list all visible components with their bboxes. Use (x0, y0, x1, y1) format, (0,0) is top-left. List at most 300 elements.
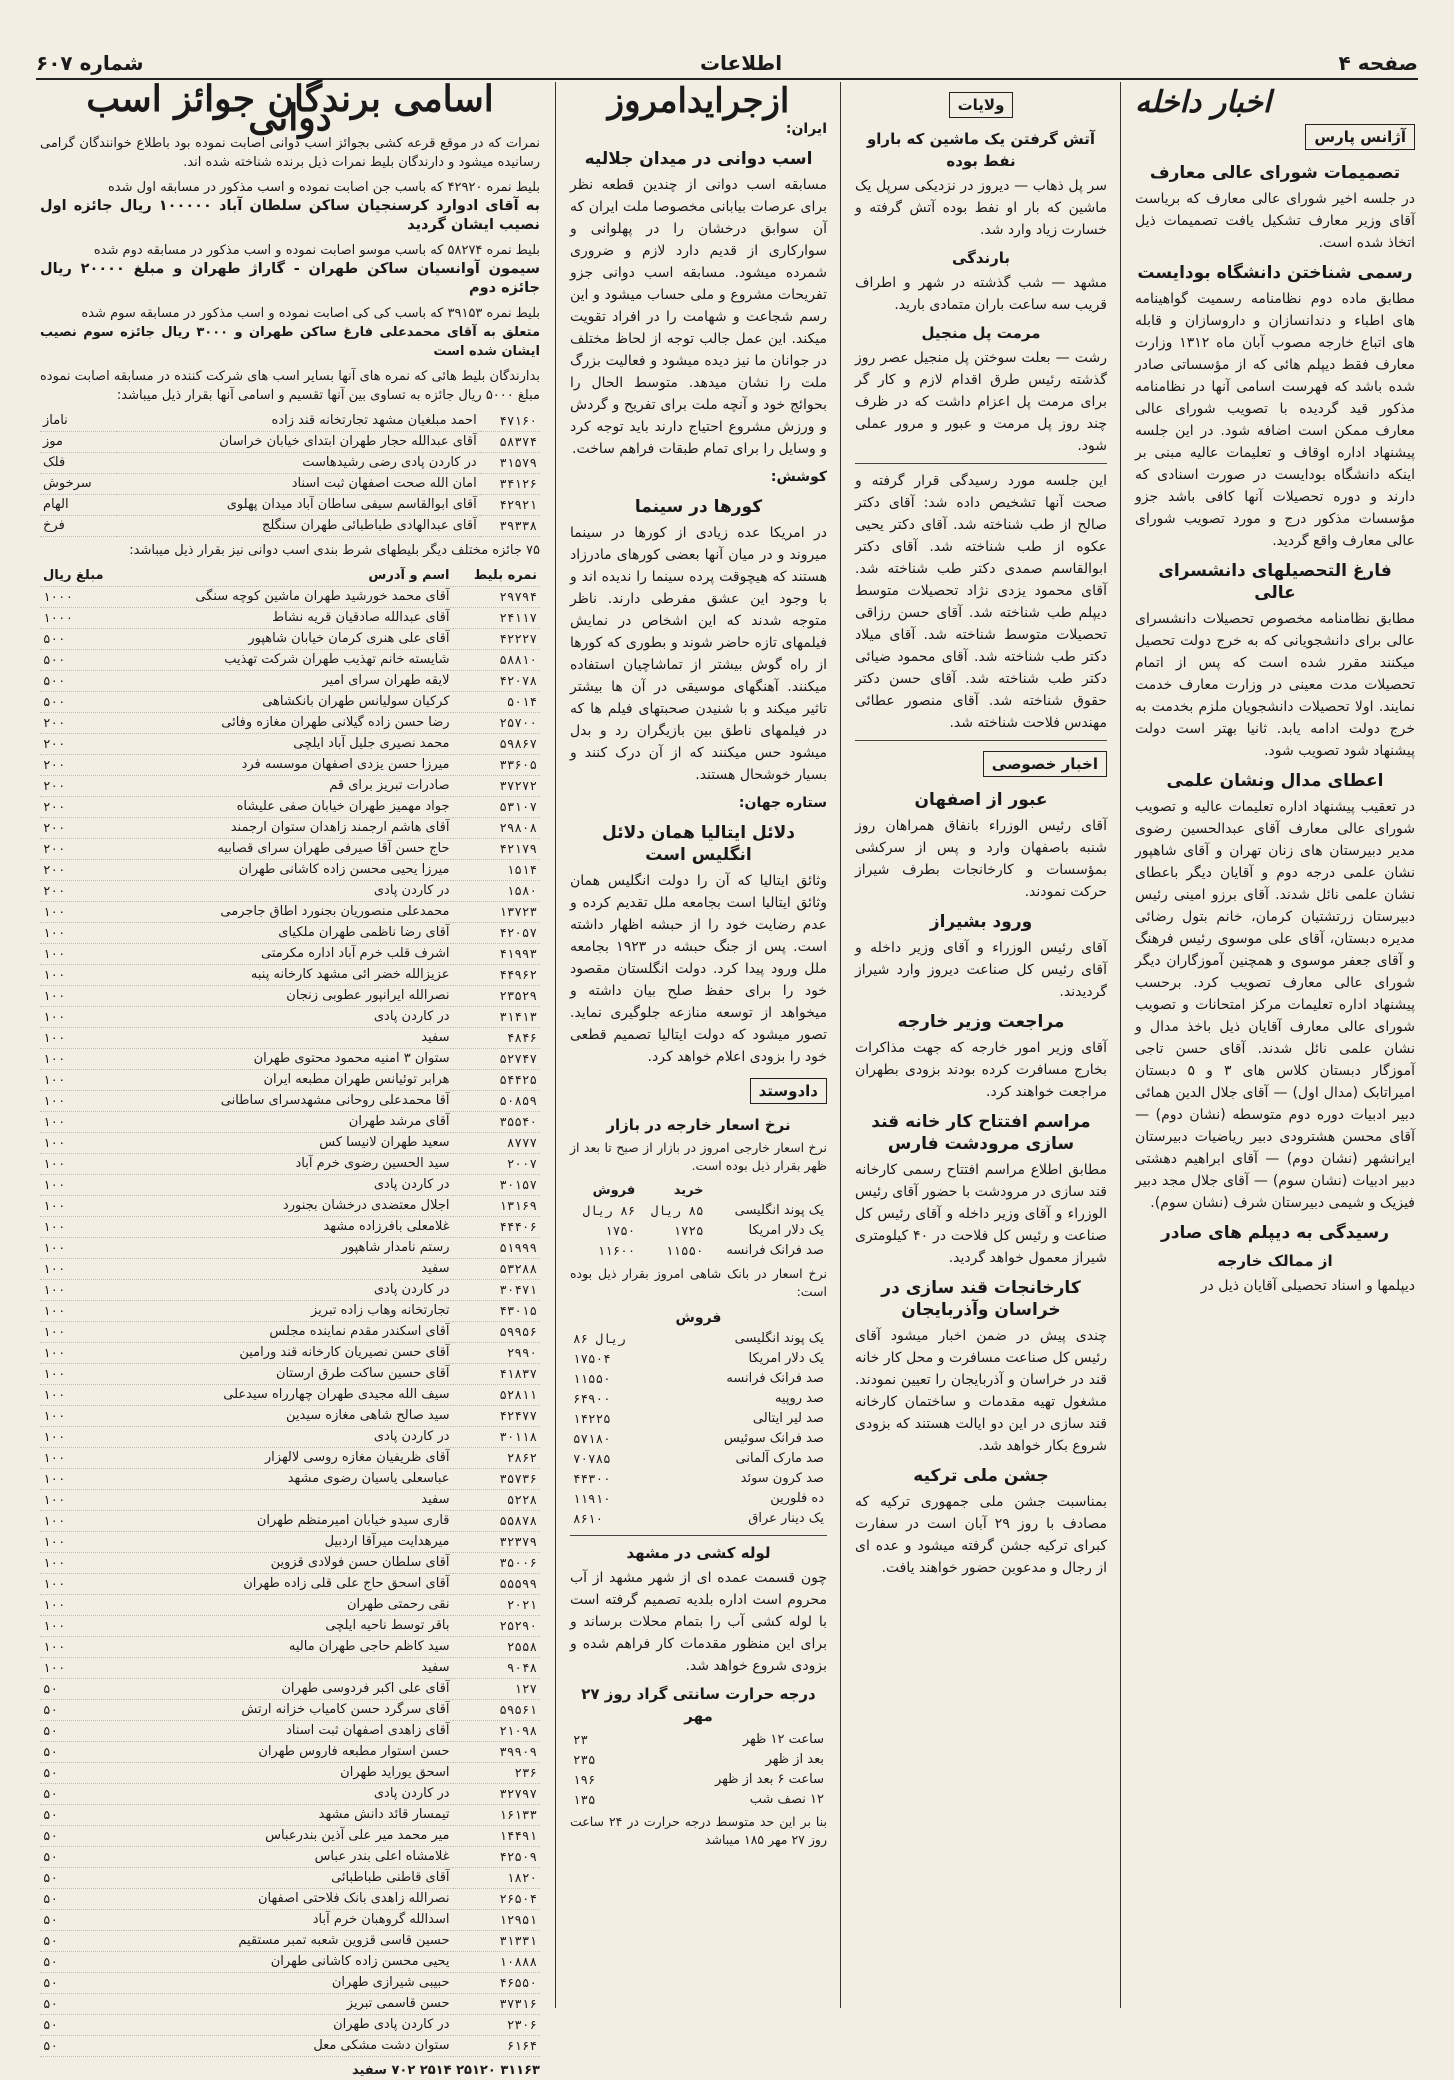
column-lottery (30, 78, 550, 2078)
sell-header: فروش (592, 1183, 636, 1198)
ticket-number: ۴۲۰۵۷ (453, 923, 540, 944)
article-title: بارندگی (951, 249, 1011, 267)
table-row (40, 1679, 540, 1700)
sell-rate: ۱۱۹۱۰ (573, 1491, 611, 1506)
winner-name: سعید طهران لانیسا کس (124, 1133, 452, 1154)
table-row (40, 1175, 540, 1196)
ticket-number: ۵۱۹۹۹ (453, 1238, 540, 1259)
article-title: لوله کشی در مشهد (626, 1544, 771, 1562)
ticket-number: ۲۱۰۹۸ (453, 1721, 540, 1742)
prize-amount: ۱۰۰ (40, 1028, 124, 1049)
table-row (40, 1091, 540, 1112)
prize-amount: ۱۰۰ (40, 923, 124, 944)
prize-amount: ۱۰۰ (40, 1049, 124, 1070)
prize-amount: ۲۰۰ (40, 755, 124, 776)
temperature-value: ۱۹۶ (573, 1772, 596, 1787)
table-row (40, 1070, 540, 1091)
prize-amount: ۱۰۰ (40, 1385, 124, 1406)
prize-amount: ۵۰۰ (40, 650, 124, 671)
source-label: ستاره جهان: (738, 795, 827, 811)
ticket-number: ۱۵۸۰ (453, 881, 540, 902)
winner-name: ستوان دشت مشکی معل (124, 2036, 452, 2057)
fx-table-market (570, 1181, 827, 1261)
article-body: مشهد — شب گذشته در شهر و اطراف قریب سه ساعت باران متمادی بارید. (855, 275, 1107, 313)
winner-name: ستوان ۳ امنیه محمود محتوی طهران (124, 1049, 452, 1070)
fx-row (570, 1221, 827, 1241)
last-article-subtitle: از ممالک خارجه (1217, 1252, 1333, 1270)
table-row (40, 650, 540, 671)
ticket-number: ۳۹۳۳۸ (480, 516, 540, 537)
sell-rate: ۱۷۵۰۴ (573, 1351, 611, 1366)
prize-amount: ۵۰۰ (40, 629, 124, 650)
column-press-review (560, 82, 837, 2008)
winner-name: سیف الله مجیدی طهران چهارراه سیدعلی (124, 1385, 452, 1406)
prize-amount: ۵۰ (40, 1868, 124, 1889)
table-row (570, 1349, 827, 1369)
ticket-number: ۳۰۴۷۱ (453, 1280, 540, 1301)
sell-rate: ۴۴۳۰۰ (573, 1471, 611, 1486)
prize-amount: ۱۰۰ (40, 1364, 124, 1385)
sell-rate: ۵۷۱۸۰ (573, 1431, 611, 1446)
prize-amount: ۵۰۰ (40, 671, 124, 692)
winner-name: در کاردن پادی (124, 1784, 452, 1805)
table-row (40, 2015, 540, 2036)
ticket-number: ۴۲۴۷۷ (453, 1406, 540, 1427)
table-row (40, 1805, 540, 1826)
winner-name: آقای حسن نصیریان کارخانه قند ورامین (124, 1343, 452, 1364)
amount-header: مبلغ ریال (40, 566, 124, 587)
ticket-number: ۴۶۵۵۰ (453, 1973, 540, 1994)
table-row (570, 1389, 827, 1409)
article-body: آقای رئیس الوزراء و آقای وزیر داخله و آقای رئیس کل صناعت دیروز وارد شیراز گردیدند. (855, 940, 1107, 1000)
currency-name: صد روپیه (774, 1391, 824, 1406)
table-row (40, 1574, 540, 1595)
prize-amount: ۱۰۰ (40, 944, 124, 965)
winner-name: شایسته خانم تهذیب طهران شرکت تهذیب (124, 650, 452, 671)
table-row (40, 1910, 540, 1931)
winner-name: در کاردن پادی (124, 1280, 452, 1301)
time-label: ساعت ۶ بعد از ظهر (714, 1772, 824, 1787)
winner-name: در کاردن پادی (124, 1427, 452, 1448)
fx-title: نرخ اسعار خارجه در بازار (606, 1116, 791, 1134)
table-row (40, 1385, 540, 1406)
winner-name: سید صالح شاهی مغازه سیدین (124, 1406, 452, 1427)
source-label: ایران: (785, 121, 827, 137)
articles-col1 (1135, 162, 1415, 1214)
winner-name: آقای سرگرد حسن کامیاب خزانه ارتش (124, 1700, 452, 1721)
prize-amount: ۱۰۰ (40, 1427, 124, 1448)
article-body: در تعقیب پیشنهاد اداره تعلیمات عالیه و تصویب شورای عالی معارف آقای عبدالحسین رضوی مدیر دبیرستان های زنان تهران و آقای شاهپور نشان علمی درجه دوم و آقایان دیگر باعطای نشان علمی نائل شدند. آقای برزو امینی رئیس دبیرستان زرتشتیان کرمان، خانم بتول رضائی مدیره دبستان، آقای علی موسوی رئیس فرهنگ و آقای جعفر موسوی و همچنین آموزگاران دیگر شورای عالی معارف تصویب کرد. برحسب پیشنهاد اداره تعلیمات مرکز امتحانات و تصویب شورای عالی معارف آقایان ذیل باخذ مدال و نشان علمی نائل شدند. آقای حسن تاجی آموزگار دبستان کلاس های ۳ و ۵ دبستان امیراتابک (مدال اول) — آقای جلال الدین همائی دبیر ادبیات دوره دوم متوسطه (نشان دوم) — آقای محسن هشترودی دبیر ریاضیات دبیرستان ایرانشهر (نشان دوم) — آقای ابراهیم دهشتی دبیر ادبیات (نشان سوم) — آقای جلال مجد دبیر فیزیک و شیمی دبیرستان شرف (نشان سوم). (1135, 799, 1416, 1211)
horse-name: فرخ (40, 516, 116, 537)
table-row (570, 1409, 827, 1429)
column-provinces (845, 82, 1117, 2008)
prize-amount: ۲۰۰ (40, 860, 124, 881)
ticket-number: ۵۰۸۵۹ (453, 1091, 540, 1112)
ticket-number: ۲۸۶۲ (453, 1448, 540, 1469)
prize-amount: ۲۰۰ (40, 881, 124, 902)
prize-amount: ۱۰۰ (40, 1322, 124, 1343)
sell-rate: ۸۶۱۰ (573, 1511, 604, 1526)
prize-amount: ۵۰ (40, 1742, 124, 1763)
table-row (40, 818, 540, 839)
ticket-number: ۱۴۴۹۱ (453, 1826, 540, 1847)
table-row (40, 1952, 540, 1973)
ticket-number: ۵۴۴۲۵ (453, 1070, 540, 1091)
press-review-title: ازجرایدامروز (607, 81, 790, 121)
winner-name: در کاردن پادی (124, 1007, 452, 1028)
article-title: ورود بشیراز (929, 912, 1033, 932)
table-row (40, 944, 540, 965)
time-label: ۱۲ نصف شب (749, 1792, 824, 1807)
winner-name: آقای قاطنی طباطبائی (124, 1868, 452, 1889)
ticket-number: ۲۴۱۱۷ (453, 608, 540, 629)
ticket-number: ۲۶۵۰۴ (453, 1889, 540, 1910)
ticket-number: ۳۵۰۰۶ (453, 1553, 540, 1574)
winner-name: سید کاظم حاجی طهران مالیه (124, 1637, 452, 1658)
table-row (40, 2036, 540, 2057)
table-row (570, 1509, 827, 1529)
ticket-number: ۲۵۲۹۰ (453, 1616, 540, 1637)
winner-name: میرزا حسن یزدی اصفهان موسسه فرد (124, 755, 452, 776)
prize-amount: ۵۰ (40, 1847, 124, 1868)
ticket-number: ۴۲۹۲۱ (480, 495, 540, 516)
horse-name: الهام (40, 495, 116, 516)
table-row (40, 1532, 540, 1553)
table-row (40, 923, 540, 944)
prize-amount: ۱۰۰ (40, 1175, 124, 1196)
ticket-number: ۸۷۷۷ (453, 1133, 540, 1154)
ticket-number: ۴۲۰۷۸ (453, 671, 540, 692)
buy-header: خرید (673, 1183, 704, 1198)
currency-name: یک دلار امریکا (748, 1223, 824, 1238)
table-row (40, 1133, 540, 1154)
sell-rate: ۱۷۵۰ (605, 1223, 636, 1238)
fx-row (570, 1241, 827, 1261)
prize-amount: ۵۰۰ (40, 692, 124, 713)
prize-amount: ۵۰ (40, 1721, 124, 1742)
sell-rate: ۷۰۷۸۵ (573, 1451, 611, 1466)
prize-amount: ۱۰۰ (40, 1532, 124, 1553)
prize-amount: ۵۰ (40, 1973, 124, 1994)
winner-name: اسدالله گروهبان خرم آباد (124, 1910, 452, 1931)
table-row (40, 1406, 540, 1427)
fx-intro: نرخ اسعار خارجی امروز در بازار از صبح تا بعد از ظهر بقرار ذیل بوده است. (570, 1140, 827, 1173)
ticket-number: ۳۰۱۱۸ (453, 1427, 540, 1448)
table-row (40, 1196, 540, 1217)
ticket-number: ۴۲۵۰۹ (453, 1847, 540, 1868)
article-title: مرمت پل منجیل (921, 324, 1041, 342)
prize-amount: ۱۰۰ (40, 1469, 124, 1490)
first-prize: به آقای ادوارد کرسنجیان ساکن سلطان آباد ۱۰۰۰۰۰ ریال جائزه اول نصیب ایشان گردید (40, 198, 540, 233)
table-row (40, 516, 540, 537)
ticket-number: ۲۰۰۷ (453, 1154, 540, 1175)
table-row (40, 1028, 540, 1049)
winner-name: تجارتخانه وهاب زاده تبریز (124, 1301, 452, 1322)
ticket-number: ۱۵۱۴ (453, 860, 540, 881)
ticket-number: ۵۵۸۷۸ (453, 1511, 540, 1532)
fx-row (570, 1201, 827, 1221)
table-row (40, 1742, 540, 1763)
winner-name: در کاردن پادی طهران (124, 2015, 452, 2036)
winner-name: باقر توسط ناحیه ایلچی (124, 1616, 452, 1637)
ticket-number: ۱۲۹۵۱ (453, 1910, 540, 1931)
winner-name: آقای عبدالهادی طباطبائی طهران سنگلج (116, 516, 480, 537)
table-row (570, 1429, 827, 1449)
article-title: کارخانجات قند سازی در خراسان وآذربایجان (881, 1278, 1081, 1320)
ticket-number: ۳۲۳۷۹ (453, 1532, 540, 1553)
prize-amount: ۲۰۰ (40, 734, 124, 755)
table-row (40, 1511, 540, 1532)
table-row (40, 1343, 540, 1364)
lottery-footer: ۳۱۱۶۳ ۲۵۱۲۰ ۲۵۱۴ ۷۰۲ سفید (351, 2063, 540, 2078)
prize-amount: ۱۰۰ (40, 1070, 124, 1091)
lottery-title: اسامی برندگان جوائز اسب دوانی (86, 78, 494, 139)
prize-amount: ۱۰۰ (40, 1238, 124, 1259)
winner-name: اجلال معتضدی درخشان بجنورد (124, 1196, 452, 1217)
currency-name: صد فرانک فرانسه (726, 1371, 824, 1386)
lottery-line: بلیط نمره ۳۹۱۵۳ که باسب کی کی اصابت نموده و اسب مذکور در مسابقه سوم شده (81, 306, 540, 321)
sell-rate: ۱۱۵۵۰ (573, 1371, 611, 1386)
winner-name: آقای سلطان حسن فولادی قزوین (124, 1553, 452, 1574)
table-row (40, 1448, 540, 1469)
ticket-number: ۵۹۵۶۱ (453, 1700, 540, 1721)
ticket-number: ۵۸۸۱۰ (453, 650, 540, 671)
last-article-title: رسیدگی به دیپلم های صادر (1160, 1223, 1390, 1243)
sell-rate: ۶۴۹۰۰ (573, 1391, 611, 1406)
table-row (570, 1469, 827, 1489)
prize-amount: ۱۰۰ (40, 1553, 124, 1574)
prize-amount: ۱۰۰ (40, 1112, 124, 1133)
table-row (40, 1238, 540, 1259)
table-row (40, 495, 540, 516)
prize-amount: ۱۰۰۰ (40, 587, 124, 608)
article-body: این جلسه مورد رسیدگی قرار گرفته و صحت آنها تشخیص داده شد: آقای دکتر صالح از طب شناخته شد. آقای دکتر یحیی عکوه از طب شناخته شد. آقای دکتر ابوالقاسم صمدی دکتر طب شناخته شد. آقای محمود یزدی نژاد تحصیلات متوسط دیپلم طب شناخته شد. آقای حسن رزاقی تحصیلات متوسط شناخته شد. آقای میلاد دکتر طب شناخته شد. آقای محمود ضیائی دکتر طب شناخته شد. آقای حسن دکتر حقوق شناخته شد. آقای منصور عطائی مهندس فلاحت شناخته شد. (855, 473, 1107, 731)
table-row (40, 1364, 540, 1385)
prize-amount: ۱۰۰ (40, 1595, 124, 1616)
table-row (40, 1973, 540, 1994)
ticket-number: ۱۳۷۲۳ (453, 902, 540, 923)
fx-table-bank (570, 1329, 827, 1529)
lottery-line: بلیط نمره ۵۸۲۷۴ که باسب موسو اصابت نموده و اسب مذکور در مسابقه دوم شده (93, 243, 540, 258)
prize-amount: ۱۰۰ (40, 1658, 124, 1679)
currency-name: یک دلار امریکا (748, 1351, 824, 1366)
winner-name: آقای علی هنری کرمان خیابان شاهپور (124, 629, 452, 650)
column-divider (840, 82, 841, 2008)
ticket-number: ۵۳۲۸۸ (453, 1259, 540, 1280)
article-title: اعطای مدال ونشان علمی (1166, 771, 1384, 791)
ticket-number: ۳۵۷۳۶ (453, 1469, 540, 1490)
ticket-number: ۴۱۸۳۷ (453, 1364, 540, 1385)
table-row (40, 1700, 540, 1721)
winner-name: غلامعلی بافرزاده مشهد (124, 1217, 452, 1238)
article-title: جشن ملی ترکیه (913, 1466, 1049, 1486)
table-row (40, 1301, 540, 1322)
winner-name: آقای رضا ناظمی طهران ملکیای (124, 923, 452, 944)
table-row (40, 860, 540, 881)
prize-amount: ۱۰۰ (40, 986, 124, 1007)
table-row (40, 1322, 540, 1343)
article-body: مطابق اطلاع مراسم افتتاح رسمی کارخانه قند سازی در مرودشت با حضور آقای رئیس الوزراء و آقای وزیر داخله و آقای رئیس کل صناعت و رئیس کل فلاحت در ۴۰ کیلومتری شیراز معمول خواهد گردید. (855, 1162, 1107, 1266)
winner-name: تیمسار قائد دانش مشهد (124, 1805, 452, 1826)
prize-amount: ۱۰۰ (40, 1511, 124, 1532)
prize-amount: ۱۰۰ (40, 902, 124, 923)
currency-name: یک پوند انگلیسی (734, 1203, 824, 1218)
article-body: چون قسمت عمده ای از شهر مشهد از آب محروم است اداره بلدیه تصمیم گرفته است با لوله کشی آب را بتمام محلات برساند و برای این منظور مقدمات کار فراهم شده و بزودی شروع خواهد شد. (570, 1570, 827, 1674)
winner-name: حسن استوار مطبعه فاروس طهران (124, 1742, 452, 1763)
article-title: کورها در سینما (634, 497, 763, 517)
ticket-number: ۳۱۵۷۹ (480, 453, 540, 474)
temperature-note: بنا بر این حد متوسط درجه حرارت در ۲۴ ساعت روز ۲۷ مهر ۱۸۵ میباشد (570, 1814, 827, 1847)
ticket-number: ۴۴۴۰۶ (453, 1217, 540, 1238)
table-row (40, 1259, 540, 1280)
mast-title: اخبار داخله (1135, 85, 1272, 120)
prize-amount: ۱۰۰ (40, 1007, 124, 1028)
ticket-number: ۵۰۱۴ (453, 692, 540, 713)
winner-name: حسین قاسی قزوین شعبه تمبر مستقیم (124, 1931, 452, 1952)
winner-name: امان الله صحت اصفهان ثبت اسناد (116, 474, 480, 495)
ticket-number: ۵۲۷۴۷ (453, 1049, 540, 1070)
table-row (40, 1931, 540, 1952)
ticket-number: ۱۰۸۸۸ (453, 1952, 540, 1973)
ticket-number: ۵۲۸۱۱ (453, 1385, 540, 1406)
table-row (40, 453, 540, 474)
prize-amount: ۵۰ (40, 1826, 124, 1847)
currency-name: صد فرانک سوئیس (723, 1431, 824, 1446)
ticket-number: ۳۵۵۴۰ (453, 1112, 540, 1133)
buy-rate: ۱۷۲۵ (673, 1223, 704, 1238)
winner-name: نقی رحمتی طهران (124, 1595, 452, 1616)
prize-amount: ۲۰۰ (40, 776, 124, 797)
winner-name: سفید (124, 1490, 452, 1511)
prize-table (40, 566, 540, 2057)
winner-name: میرزا یحیی محسن زاده کاشانی طهران (124, 860, 452, 881)
issue-number: شماره ۶۰۷ (36, 51, 144, 75)
trade-section-title: دادوستد (750, 1078, 827, 1104)
article-title: مراسم افتتاح کار خانه قند سازی مرودشت فارس (871, 1112, 1091, 1154)
ticket-number: ۲۹۷۹۴ (453, 587, 540, 608)
prize-amount: ۱۰۰ (40, 1574, 124, 1595)
winner-name: محمدعلی منصوریان بجنورد اطاق جاجرمی (124, 902, 452, 923)
participant-prize-table (40, 411, 540, 537)
table-row (40, 776, 540, 797)
table-row (570, 1369, 827, 1389)
currency-name: صد کرون سوئد (740, 1471, 824, 1486)
article-body: در جلسه اخیر شورای عالی معارف که بریاست آقای وزیر معارف تشکیل یافت تصمیمات ذیل اتخاذ شده است. (1135, 191, 1415, 251)
prize-amount: ۱۰۰ (40, 1490, 124, 1511)
table-row (40, 713, 540, 734)
ticket-number: ۱۲۷ (453, 1679, 540, 1700)
table-row (40, 1889, 540, 1910)
currency-name: ده فلورین (770, 1491, 824, 1506)
currency-name: صد لیر ایتالی (752, 1411, 824, 1426)
horse-name: موز (40, 432, 116, 453)
table-row (570, 1730, 827, 1750)
winner-name: اسحق یوراید طهران (124, 1763, 452, 1784)
winner-name: یحیی محسن زاده کاشانی طهران (124, 1952, 452, 1973)
prize-amount: ۱۰۰ (40, 1343, 124, 1364)
winner-name: رضا حسن زاده گیلانی طهران مغازه وفائی (124, 713, 452, 734)
table-row (40, 1154, 540, 1175)
table-row (40, 755, 540, 776)
column-divider (1120, 82, 1121, 2008)
table-row (40, 1049, 540, 1070)
article-title: تصمیمات شورای عالی معارف (1149, 163, 1401, 183)
winner-name: آقای مرشد طهران (124, 1112, 452, 1133)
prize-amount: ۱۰۰۰ (40, 608, 124, 629)
table-row (40, 1847, 540, 1868)
buy-rate: ۱۱۵۵۰ (665, 1243, 704, 1258)
winner-name: در کاردن پادی (124, 881, 452, 902)
article-title: اسب دوانی در میدان جلالیه (584, 149, 813, 169)
table-row (570, 1750, 827, 1770)
ticket-number: ۲۵۷۰۰ (453, 713, 540, 734)
article-title: مراجعت وزیر خارجه (897, 1012, 1065, 1032)
name-header: اسم و آدرس (124, 566, 452, 587)
ticket-number: ۴۸۴۶ (453, 1028, 540, 1049)
prize-amount: ۲۰۰ (40, 818, 124, 839)
table-row (40, 1994, 540, 2015)
ticket-number: ۳۲۷۹۷ (453, 1784, 540, 1805)
horse-name: سرخوش (40, 474, 116, 495)
currency-name: صد مارک آلمانی (735, 1451, 824, 1466)
prize-amount: ۱۰۰ (40, 1280, 124, 1301)
article-title: رسمی شناختن دانشگاه بودایست (1137, 263, 1413, 283)
ticket-number: ۵۵۵۹۹ (453, 1574, 540, 1595)
table-row (40, 1112, 540, 1133)
ticket-number: ۳۱۴۱۳ (453, 1007, 540, 1028)
table-row (40, 411, 540, 432)
time-label: بعد از ظهر (765, 1752, 824, 1767)
ticket-number: ۲۳۵۲۹ (453, 986, 540, 1007)
temperature-value: ۱۳۵ (573, 1792, 596, 1807)
prize-amount: ۵۰ (40, 1910, 124, 1931)
winner-name: نصرالله ایرانپور عطوبی زنجان (124, 986, 452, 1007)
ticket-number: ۶۱۶۴ (453, 2036, 540, 2057)
prize-amount: ۵۰ (40, 1952, 124, 1973)
table-row (40, 1616, 540, 1637)
ticket-number: ۲۹۹۰ (453, 1343, 540, 1364)
page-number: صفحه ۴ (1338, 51, 1418, 75)
prize-amount: ۵۰ (40, 1784, 124, 1805)
table-row (40, 671, 540, 692)
winner-name: آقای هاشم ارجمند زاهدان ستوان ارجمند (124, 818, 452, 839)
prize-amount: ۱۰۰ (40, 1448, 124, 1469)
ticket-number: ۳۷۲۷۲ (453, 776, 540, 797)
winner-name: عزیزالله خضر ائی مشهد کارخانه پنبه (124, 965, 452, 986)
prize-amount: ۵۰ (40, 1679, 124, 1700)
winner-name: آقای محمد خورشید طهران ماشین کوچه سنگی (124, 587, 452, 608)
table-row (40, 1595, 540, 1616)
ticket-number: ۳۹۹۰۹ (453, 1742, 540, 1763)
article-body: در امریکا عده زیادی از کورها در سینما میروند و در میان آنها بعضی کورهای مادرزاد هستند که هیچوقت پرده سینما را ندیده اند و با وجود این عشق مفرطی دارند. ناظر متوجه شدند که این اشخاص در نمایش فیلمهای تازه حاضر شوند و بطوری که کورها از راه گوش بیشتر از تماشاچیان استفاده میکنند. آهنگهای موسیقی در آن ها بیشتر تاثیر میکند و با شنیدن صحبتهای فیلم ها که در فیلمهای ناطق بین بازیگران رد و بدل میشود حس میکنند که از آن درک کنند و بسیار خوشحال هستند. (570, 525, 827, 783)
ticket-number: ۵۹۹۵۶ (453, 1322, 540, 1343)
table-row (570, 1489, 827, 1509)
article-title: عبور از اصفهان (914, 790, 1048, 810)
table-row (40, 1427, 540, 1448)
winner-name: حاج حسن آقا صیرفی طهران سرای قصابیه (124, 839, 452, 860)
sell-rate: ۱۱۶۰۰ (597, 1243, 636, 1258)
article-body: سر پل ذهاب — دیروز در نزدیکی سرپل یک ماشین که بار او نفط بوده آتش گرفته و خسارت زیاد وارد شد. (855, 178, 1107, 238)
table-row (570, 1449, 827, 1469)
table-row (40, 474, 540, 495)
winner-name: نصرالله زاهدی بانک فلاحتی اصفهان (124, 1889, 452, 1910)
ticket-number: ۲۵۵۸ (453, 1637, 540, 1658)
prize-amount: ۱۰۰ (40, 1217, 124, 1238)
ticket-number: ۳۴۱۲۶ (480, 474, 540, 495)
sell-rate: ۱۴۲۲۵ (573, 1411, 611, 1426)
winner-name: در کاردن پادی (124, 1175, 452, 1196)
buy-rate: ۸۵ ریال (650, 1203, 704, 1218)
